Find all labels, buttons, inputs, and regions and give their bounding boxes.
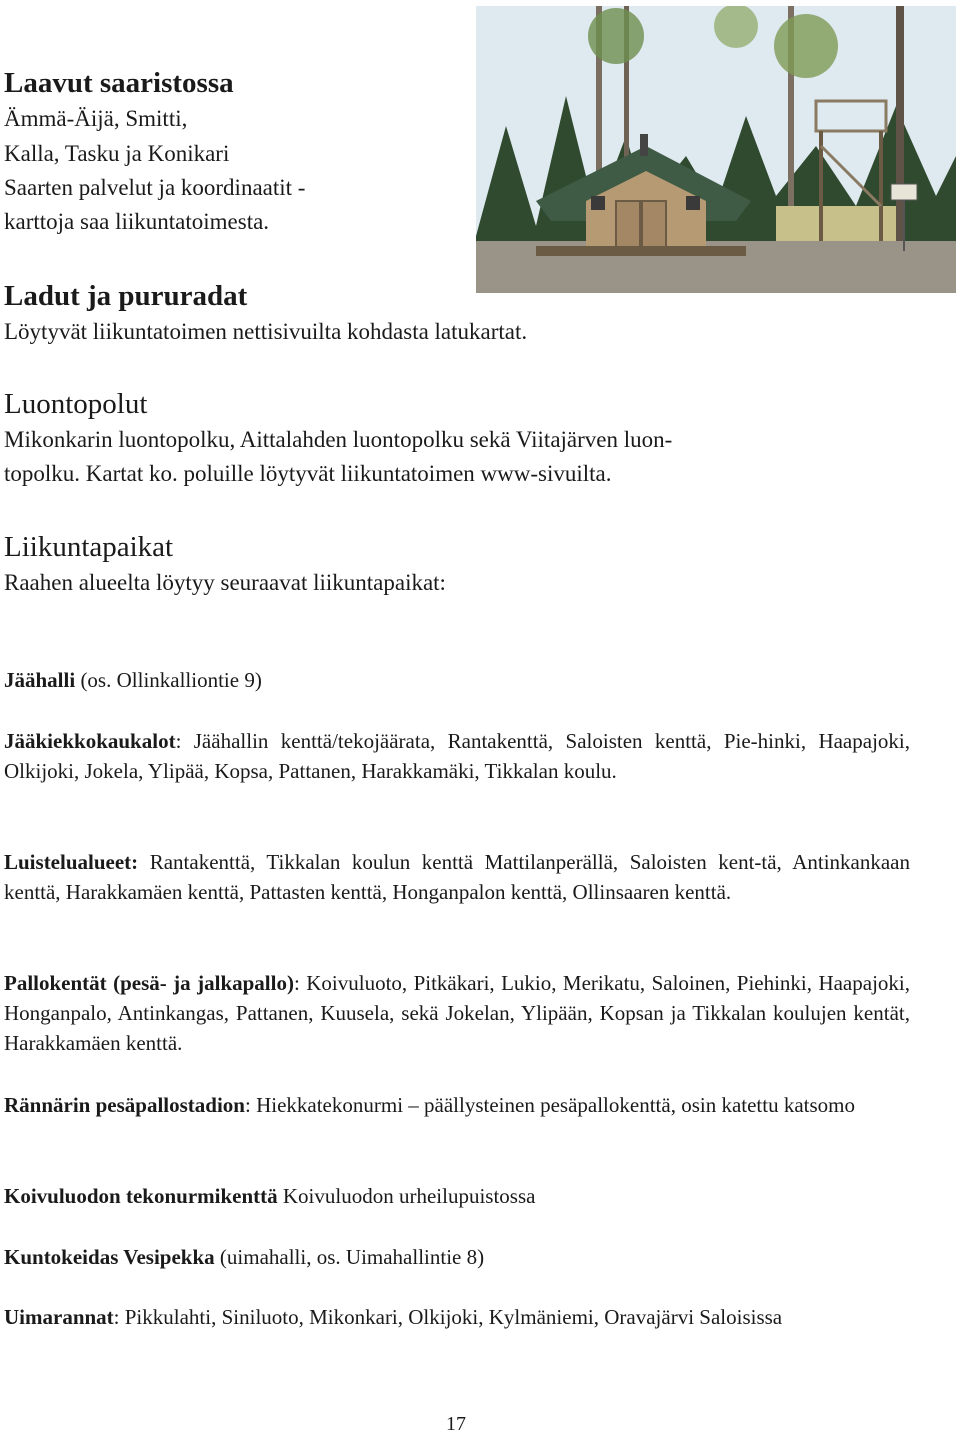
- entry-text: : Hiekkatekonurmi – päällysteinen pesäpallokenttä, osin katettu katsomo: [245, 1093, 856, 1117]
- liikuntapaikat-line-1: Raahen alueelta löytyy seuraavat liikuntapaikat:: [4, 570, 446, 595]
- entry-text: : Koivuluoto, Pitkäkari, Lukio, Merikatu, Saloinen, Piehinki, Haapajoki, Honganpalo, Antinkangas, Pattanen, Kuusela, sekä Jokelan, Ylipään, Kopsan ja Tikkalan koulujen kentät, Harakkamäen kenttä.: [4, 971, 910, 1055]
- entry-text: Koivuluodon urheilupuistossa: [277, 1184, 536, 1208]
- entry-text: : Jäähallin kenttä/tekojäärata, Rantakenttä, Saloisten kenttä, Pie-hinki, Haapajoki, Olkijoki, Jokela, Ylipää, Kopsa, Pattanen, Harakkamäki, Tikkalan koulu.: [4, 729, 910, 783]
- entry-label: Koivuluodon tekonurmikenttä: [4, 1184, 278, 1208]
- laavut-line-2: Kalla, Tasku ja Konikari: [4, 141, 230, 166]
- entry-text: : Pikkulahti, Siniluoto, Mikonkari, Olkijoki, Kylmäniemi, Oravajärvi Saloisissa: [113, 1305, 783, 1329]
- entry-label: Jäähalli: [4, 668, 76, 692]
- entry-luistelualueet: [4, 847, 910, 907]
- entry-text: Rantakenttä, Tikkalan koulun kenttä Mattilanperällä, Saloisten kent-tä, Antinkankaan kenttä, Harakkamäen kenttä, Pattasten kenttä, Honganpalon kenttä, Ollinsaaren kenttä.: [4, 850, 910, 904]
- entry-jaakiekkokaukalot: [4, 726, 910, 786]
- laavut-line-1: Ämmä-Äijä, Smitti,: [4, 106, 188, 131]
- entry-jaahalli: [4, 665, 910, 695]
- page-number: 17: [446, 1413, 466, 1435]
- entry-uimarannat: [4, 1302, 910, 1332]
- entry-label: Uimarannat: [4, 1305, 114, 1329]
- entry-label: Jääkiekkokaukalot: [4, 729, 176, 753]
- entry-label: Luistelualueet:: [4, 850, 139, 874]
- entry-pallokentat: [4, 968, 910, 1058]
- entry-text: (os. Ollinkalliontie 9): [75, 668, 262, 692]
- entry-rannarin-pesapallostadion: [4, 1090, 910, 1120]
- laavu-cabin-illustration: [476, 6, 956, 293]
- ladut-line-1: Löytyvät liikuntatoimen nettisivuilta kohdasta latukartat.: [4, 319, 528, 344]
- entry-label: Kuntokeidas Vesipekka: [4, 1245, 215, 1269]
- laavut-line-3: Saarten palvelut ja koordinaatit -: [4, 175, 306, 200]
- entry-text: (uimahalli, os. Uimahallintie 8): [214, 1245, 485, 1269]
- entry-label: Pallokentät (pesä- ja jalkapallo): [4, 971, 294, 995]
- laavut-line-4: karttoja saa liikuntatoimesta.: [4, 209, 270, 234]
- section-title-luontopolut: Luontopolut: [4, 388, 148, 420]
- luontopolut-line-2: topolku. Kartat ko. poluille löytyvät liikuntatoimen www-sivuilta.: [4, 461, 612, 486]
- luontopolut-line-1: Mikonkarin luontopolku, Aittalahden luontopolku sekä Viitajärven luon-: [4, 427, 673, 452]
- section-title-liikuntapaikat: Liikuntapaikat: [4, 531, 174, 563]
- cabin-photo: [476, 6, 956, 293]
- entry-kuntokeidas-vesipekka: [4, 1242, 910, 1272]
- entry-label: Rännärin pesäpallostadion: [4, 1093, 245, 1117]
- section-title-laavut: Laavut saaristossa: [4, 67, 234, 99]
- section-title-ladut: Ladut ja pururadat: [4, 280, 248, 312]
- entry-koivuluodon-tekonurmikentta: [4, 1181, 910, 1211]
